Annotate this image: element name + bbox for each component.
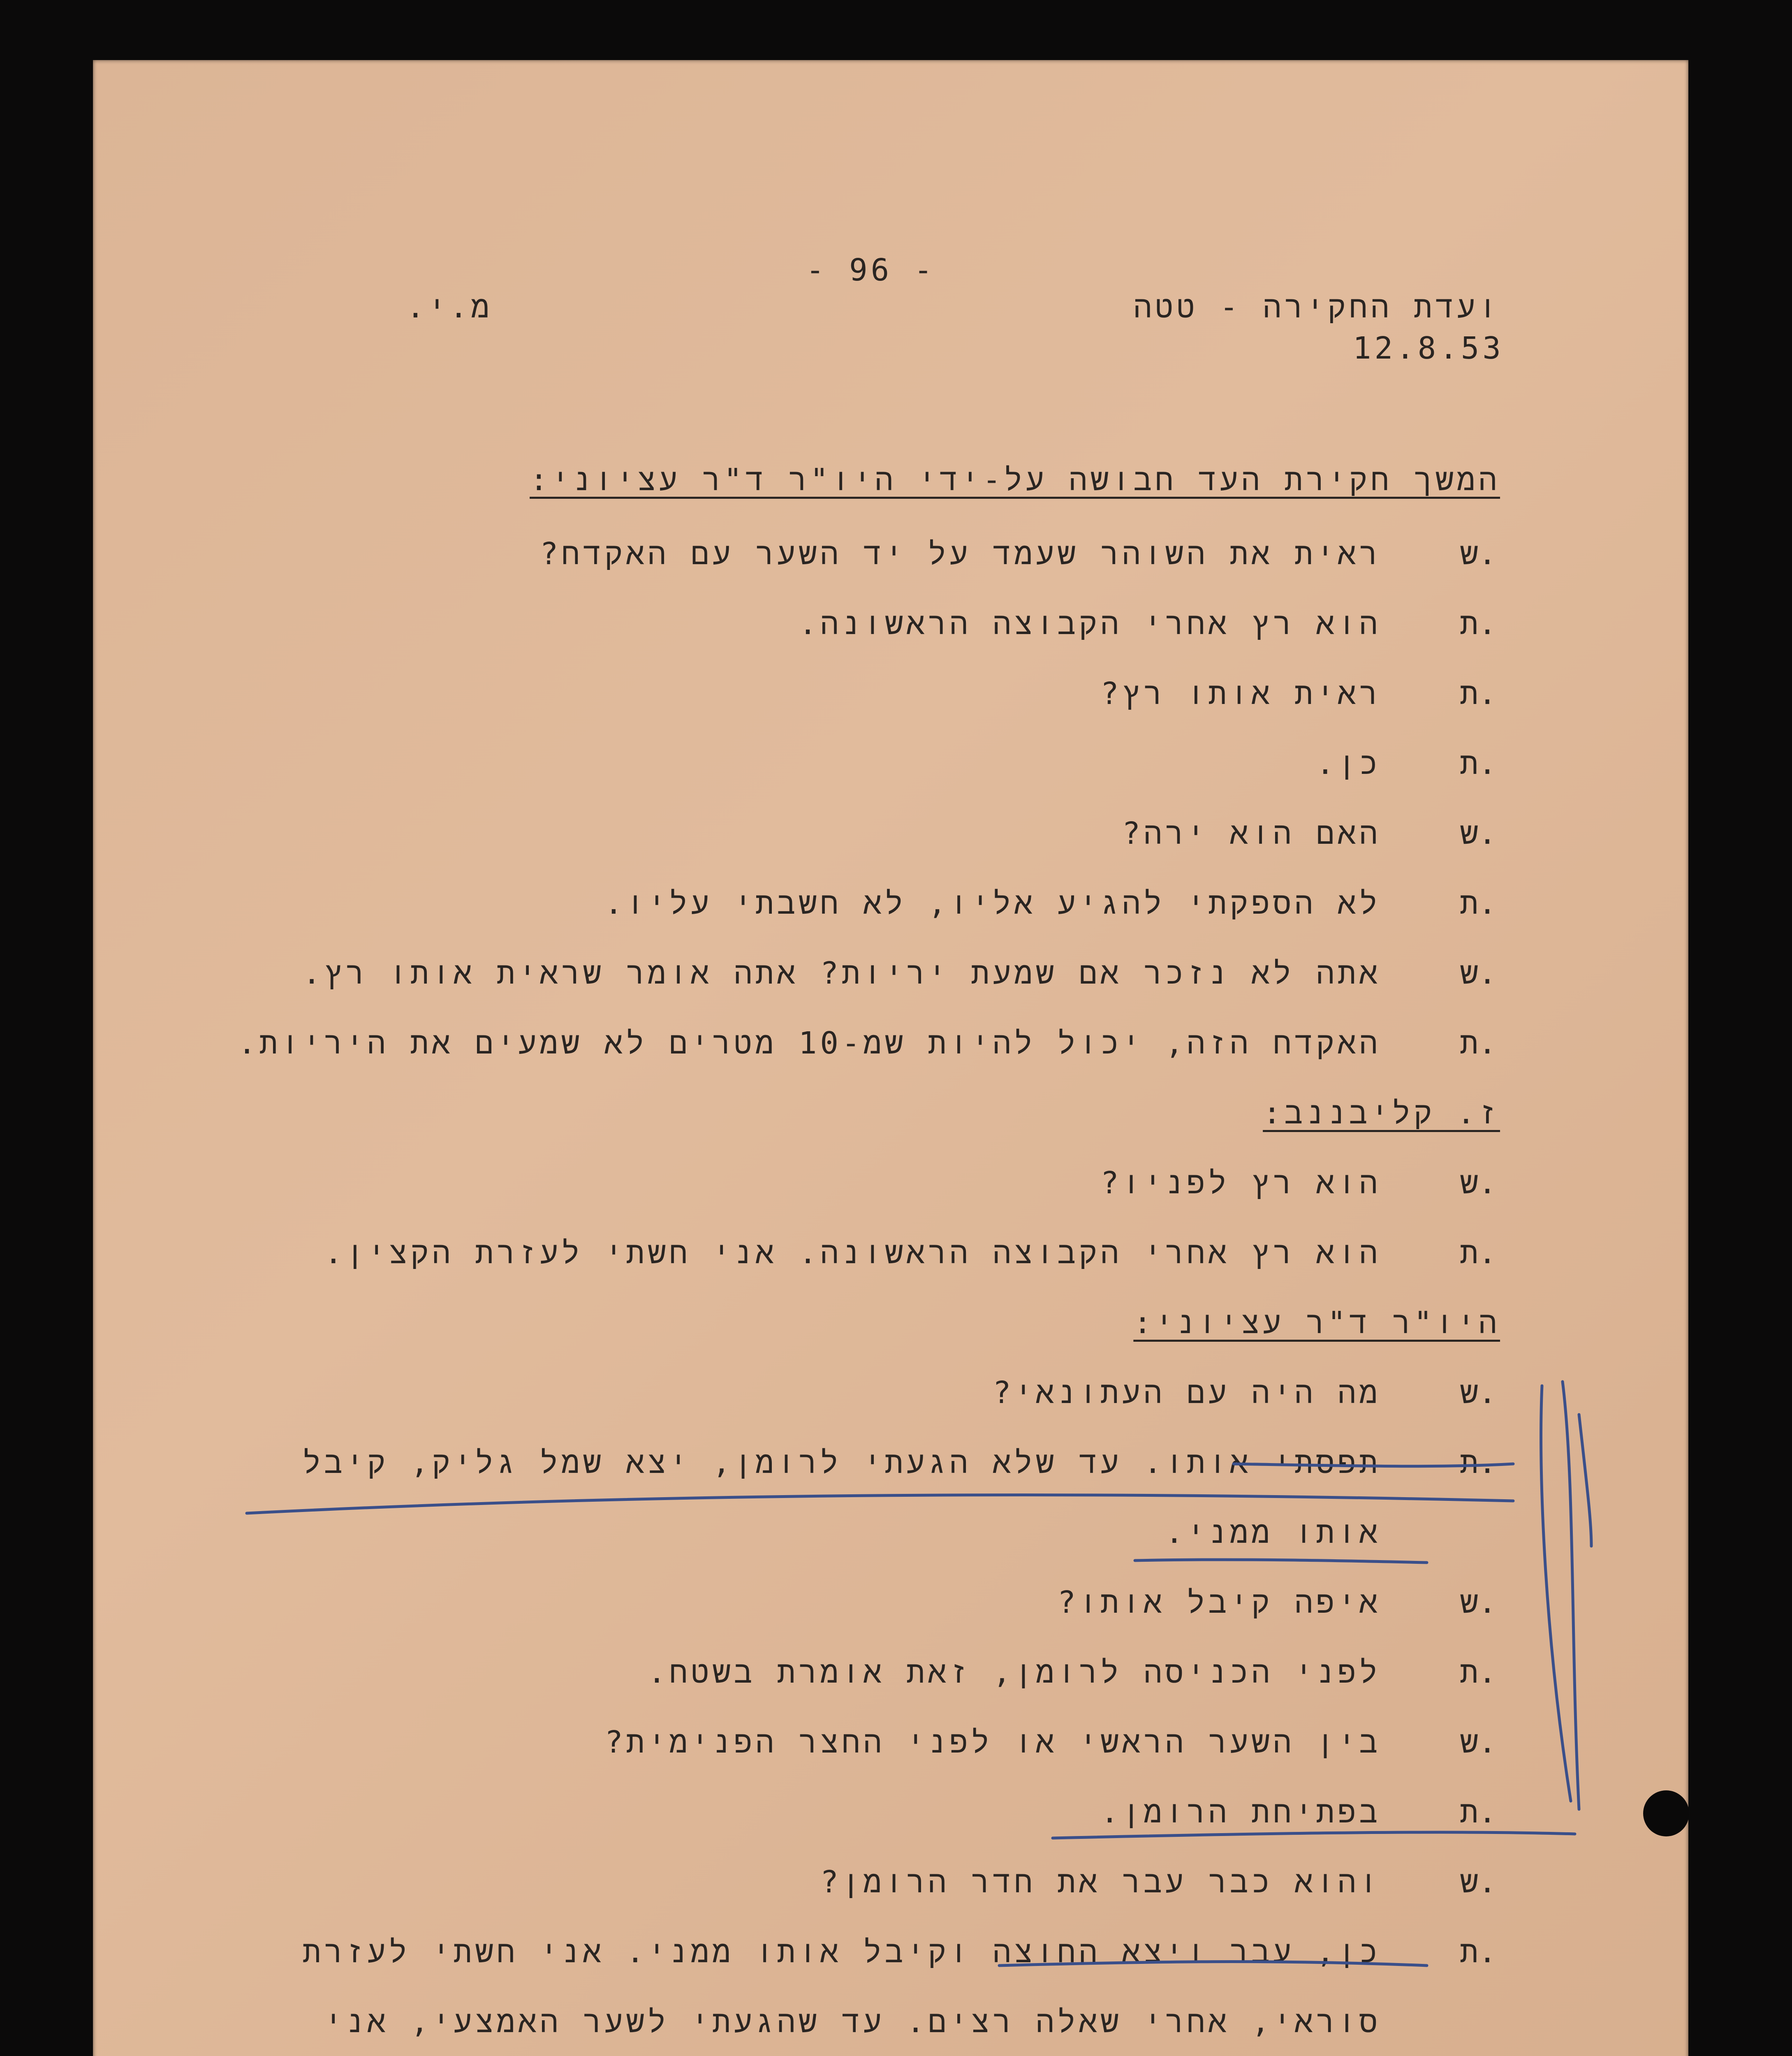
committee-title: ועדת החקירה - טטה bbox=[1133, 289, 1500, 325]
transcript-line: תפסתי אותו. עד שלא הגעתי לרומן, יצא שמל גליק, קיבל bbox=[302, 1445, 1381, 1480]
line-tag: ת. bbox=[1460, 606, 1497, 641]
line-tag: ת. bbox=[1460, 1794, 1497, 1830]
transcript-line: אותו ממני. bbox=[1165, 1515, 1381, 1550]
line-tag: ש. bbox=[1460, 1375, 1497, 1410]
page-number: - 96 - bbox=[806, 252, 936, 288]
line-tag: ת. bbox=[1460, 1026, 1497, 1061]
transcript-line: כן. bbox=[1316, 746, 1381, 781]
section-heading: היו"ר ד"ר עציוני: bbox=[1133, 1305, 1500, 1341]
date: 12.8.53 bbox=[1353, 331, 1504, 366]
transcript-line: לא הספקתי להגיע אליו, לא חשבתי עליו. bbox=[604, 886, 1381, 921]
section-heading: ז. קליבננב: bbox=[1263, 1095, 1500, 1131]
transcript-line: מה היה עם העתונאי? bbox=[993, 1375, 1381, 1410]
line-tag: ש. bbox=[1460, 1725, 1497, 1760]
transcript-line: האקדח הזה, יכול להיות שמ-10 מטרים לא שמעים את היריות. bbox=[238, 1026, 1381, 1061]
line-tag: ש. bbox=[1460, 816, 1497, 851]
transcript-line: והוא כבר עבר את חדר הרומן? bbox=[820, 1864, 1381, 1900]
transcript-line: סוראי, אחרי שאלה רצים. עד שהגעתי לשער האמצעי, אני bbox=[324, 2004, 1381, 2040]
line-tag: ש. bbox=[1460, 1864, 1497, 1900]
transcript-line: הוא רץ אחרי הקבוצה הראשונה. bbox=[799, 606, 1381, 641]
transcript-line: האם הוא ירה? bbox=[1122, 816, 1381, 851]
line-tag: ש. bbox=[1460, 1165, 1497, 1201]
section-heading: המשך חקירת העד חבושה על-ידי היו"ר ד"ר עציוני: bbox=[530, 462, 1500, 498]
line-tag: ת. bbox=[1460, 1235, 1497, 1271]
punch-hole bbox=[1643, 1790, 1689, 1836]
transcript-line: לפני הכניסה לרומן, זאת אומרת בשטח. bbox=[648, 1655, 1381, 1690]
line-tag: ש. bbox=[1460, 1585, 1497, 1620]
line-tag: ת. bbox=[1460, 1655, 1497, 1690]
line-tag: ת. bbox=[1460, 676, 1497, 711]
transcript-line: איפה קיבל אותו? bbox=[1057, 1585, 1381, 1620]
transcript-line: בפתיחת הרומן. bbox=[1100, 1794, 1381, 1830]
line-tag: ת. bbox=[1460, 1934, 1497, 1970]
line-tag: ש. bbox=[1460, 956, 1497, 991]
transcript-line: בין השער הראשי או לפני החצר הפנימית? bbox=[604, 1725, 1381, 1760]
transcript-line: ראית את השוהר שעמד על יד השער עם האקדח? bbox=[539, 536, 1381, 572]
line-tag: ת. bbox=[1460, 886, 1497, 921]
line-tag: ת. bbox=[1460, 1445, 1497, 1480]
line-tag: ת. bbox=[1460, 746, 1497, 781]
transcript-line: אתה לא נזכר אם שמעת יריות? אתה אומר שראית אותו רץ. bbox=[302, 956, 1381, 991]
transcript-line: הוא רץ לפניו? bbox=[1100, 1165, 1381, 1201]
initials: מ.י. bbox=[406, 289, 493, 325]
transcript-line: ראית אותו רץ? bbox=[1100, 676, 1381, 711]
transcript-line: הוא רץ אחרי הקבוצה הראשונה. אני חשתי לעזרת הקצין. bbox=[324, 1235, 1381, 1271]
line-tag: ש. bbox=[1460, 536, 1497, 572]
transcript-line: כן, עבר ויצא החוצה וקיבל אותו ממני. אני חשתי לעזרת bbox=[303, 1934, 1381, 1970]
